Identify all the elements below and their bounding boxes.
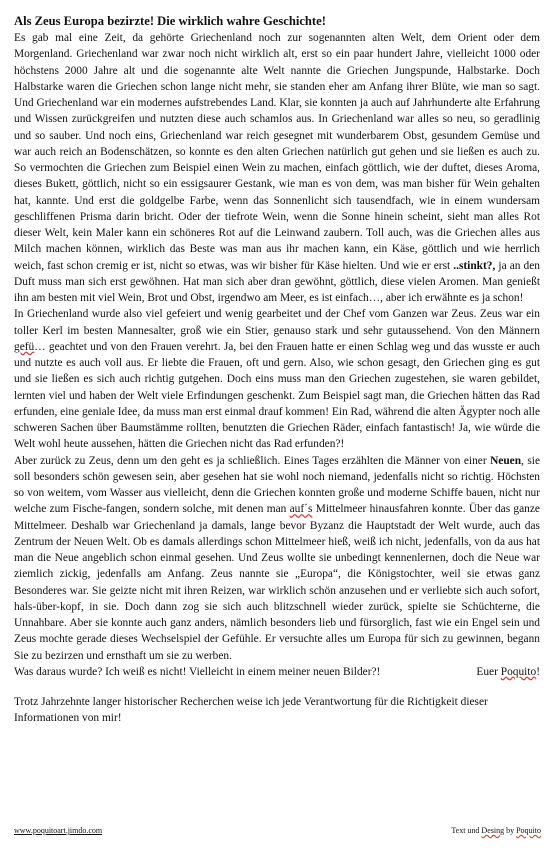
paragraph-europa [14, 453, 540, 664]
paragraph-europa-text-a: Aber zurück zu Zeus, denn um den geht es ja schließlich. Eines Tages erzählten die Männer von einer [14, 454, 491, 467]
paragraph-intro-end: ja an den Duft muss man sich erst gewöhnen. Hat man sich aber dran gewöhnt, göttlich, diese vielen Aromen. Man genießt ihn am besten mit viel Wein, Brot und Obst, irgendwo am Meer, es ist einfach…, aber ich erwähnte es ja schon! [14, 259, 540, 304]
signature [476, 664, 540, 680]
paragraph-intro-text: Es gab mal eine Zeit, da gehörte Griechenland noch zur sogenannten alten Welt, dem Orient oder dem Morgenland. Griechenland war zwar noch nicht wirklich alt, erst so ein paar hundert Jahre, vielleicht 1000 oder höchstens 2000 Jahre alt und die sogenannte alte Welt nannte die Griechen Jungspunde, Halbstarke. Doch Halbstarke waren die Griechen schon lange nicht mehr, sie standen eher am Anfang ihrer Blüte, wie man so sagt. Und Griechenland war ein modernes aufstrebendes Land. Klar, sie konnten ja auch auf Jahrhunderte alte Erfahrung und Wissen zurückgreifen und nutzten diese auch schamlos aus. In Griechenland war alles so neu, so geradlinig und so sauber. Und noch eins, Griechenland war reich gesegnet mit wunderbarem Obst, gesundem Gemüse und war auch reich an Bodenschätzen, so konnte es den alten Griechen natürlich gut gehen und sie ließen es auch zu. So vermochten die Griechen zum Beispiel einen Wein zu machen, einfach göttlich, wie der duftet, dieses Aroma, dieses Bukett, göttlich, nicht so ein essigsaurer Gestank, wie man es von dem, was man bisher für Wein gehalten hat, kannte. Und erst die goldgelbe Farbe, wenn das Sonnenlicht sich tausendfach, wie in einem wundersam geschliffenen Prisma darin bricht. Oder der tiefrote Wein, wenn die Sonne hinein scheint, sieht man alles Rot dieser Welt, kein Maler kann ein schöneres Rot auf die Leinwand zaubern. Toll auch, was die Griechen alles aus Milch machen können, wirklich das Beste was man aus ihr machen kann, ein Käse, göttlich und wie herrlich weich, fast schon cremig er ist, nicht so etwas, was wir bisher für Käse hielten. Und wie er erst [14, 32, 540, 272]
footer-credit-name: Poquito [516, 826, 541, 835]
footer-credit-misspelled: Desing [481, 826, 505, 835]
paragraph-intro [14, 30, 540, 306]
paragraph-zeus-text-b: … geachtet und von den Frauen verehrt. Ja, bei den Frauen hatte er einen Schlag weg und das wusste er auch und nutzte es auch voll aus. Er liebte die Frauen, oft und gern. Also, wie schon gesagt, den Griechen ging es gut und sie ließen es sich auch richtig gutgehen. Doch eins muss man den Griechen zugestehen, sie waren gebildet, lernten viel und haben der Welt viele Erfindungen geschenkt. Zum Beispiel sagt man, die Griechen hätten das Rad erfunden, eine geniale Idee, da muss man erst einmal drauf kommen! Ein Rad, während die alten Ägypter noch alle schweren Sachen über Baumstämme rollten, benutzten die Griechen Räder, einfach fantastisch! Ja, wie würde die Welt wohl heute aussehen, hätten die Griechen nicht das Rad erfunden?! [14, 340, 540, 451]
footer-credit-mid: by [504, 826, 517, 835]
paragraph-zeus [14, 306, 540, 452]
misspelled-word: auf´s [289, 503, 313, 516]
paragraph-europa-text-b: , sie soll besonders schön gewesen sein, aber gesehen hat sie wohl noch niemand, jedenfalls nicht so richtig. Höchsten so von weitem, vom Wasser aus vielleicht, denn die Griechen konnten große und moderne Schiffe bauen, nicht nur welche zum Fische-fangen, sondern solche, mit denen man [14, 454, 540, 516]
document-page [14, 14, 540, 727]
closing-row [14, 664, 540, 680]
document-title: Als Zeus Europa bezirzte! Die wirklich wahre Geschichte! [14, 14, 326, 28]
footer-credit-prefix: Text und [451, 826, 482, 835]
signature-name: Poquito [500, 665, 537, 678]
spacer [14, 680, 540, 694]
closing-question: Was daraus wurde? Ich weiß es nicht! Vielleicht in einem meiner neuen Bilder?! [14, 665, 381, 678]
signature-prefix: Euer [476, 665, 501, 678]
misspelled-word: gefü [14, 340, 35, 353]
footer-credit [451, 826, 541, 836]
paragraph-zeus-text-a: In Griechenland wurde also viel gefeiert und wenig gearbeitet und der Chef vom Ganzen war Zeus. Zeus war ein toller Kerl im besten Mannesalter, groß wie ein Stier, genauso stark und sehr gutaussehend. Von den Männern [14, 308, 540, 337]
bold-stinkt: ..stinkt?, [453, 259, 496, 272]
bold-neuen: Neuen [490, 454, 522, 467]
disclaimer: Trotz Jahrzehnte langer historischer Recherchen weise ich jede Verantwortung für die Richtigkeit dieser Informationen von mir! [14, 696, 488, 725]
website-link[interactable]: www.poquitoart.jimdo.com [14, 826, 103, 835]
page-footer [14, 826, 541, 836]
paragraph-europa-text-c: Mittelmeer hinausfahren konnte. Über das ganze Mittelmeer. Deshalb war Griechenland ja damals, lange bevor Byzanz die Hauptstadt der Welt wurde, auch das Zentrum der Neuen Welt. Ob es damals allerdings schon Mittelmeer hieß, weiß ich nicht, jedenfalls, von da aus hat man die Neue angeblich schon einmal gesehen. Und Zeus wollte sie unbedingt kennenlernen, doch die Neue war ziemlich zickig, jedenfalls am Anfang. Zeus nannte sie „Europa“, die Königstochter, weil sie etwas ganz Besonderes war. Sie geizte nicht mit ihren Reizen, war wirklich schön anzusehen und er verliebte sich auch sofort, hals-über-kopf, in sie. Doch dann zog sie sich auch blitzschnell wieder zurück, spielte sie Schüchterne, die Unnahbare. Aber sie konnte auch ganz anders, nämlich besonders lieb und fürsorglich, fast wie ein Engel sein und Zeus mochte gerade dieses Wechselspiel der Gefühle. Er versuchte alles um Europa für sich zu gewinnen, begann Sie zu bezirzen und ernsthaft um sie zu werben. [14, 503, 540, 662]
signature-suffix: ! [536, 665, 540, 678]
